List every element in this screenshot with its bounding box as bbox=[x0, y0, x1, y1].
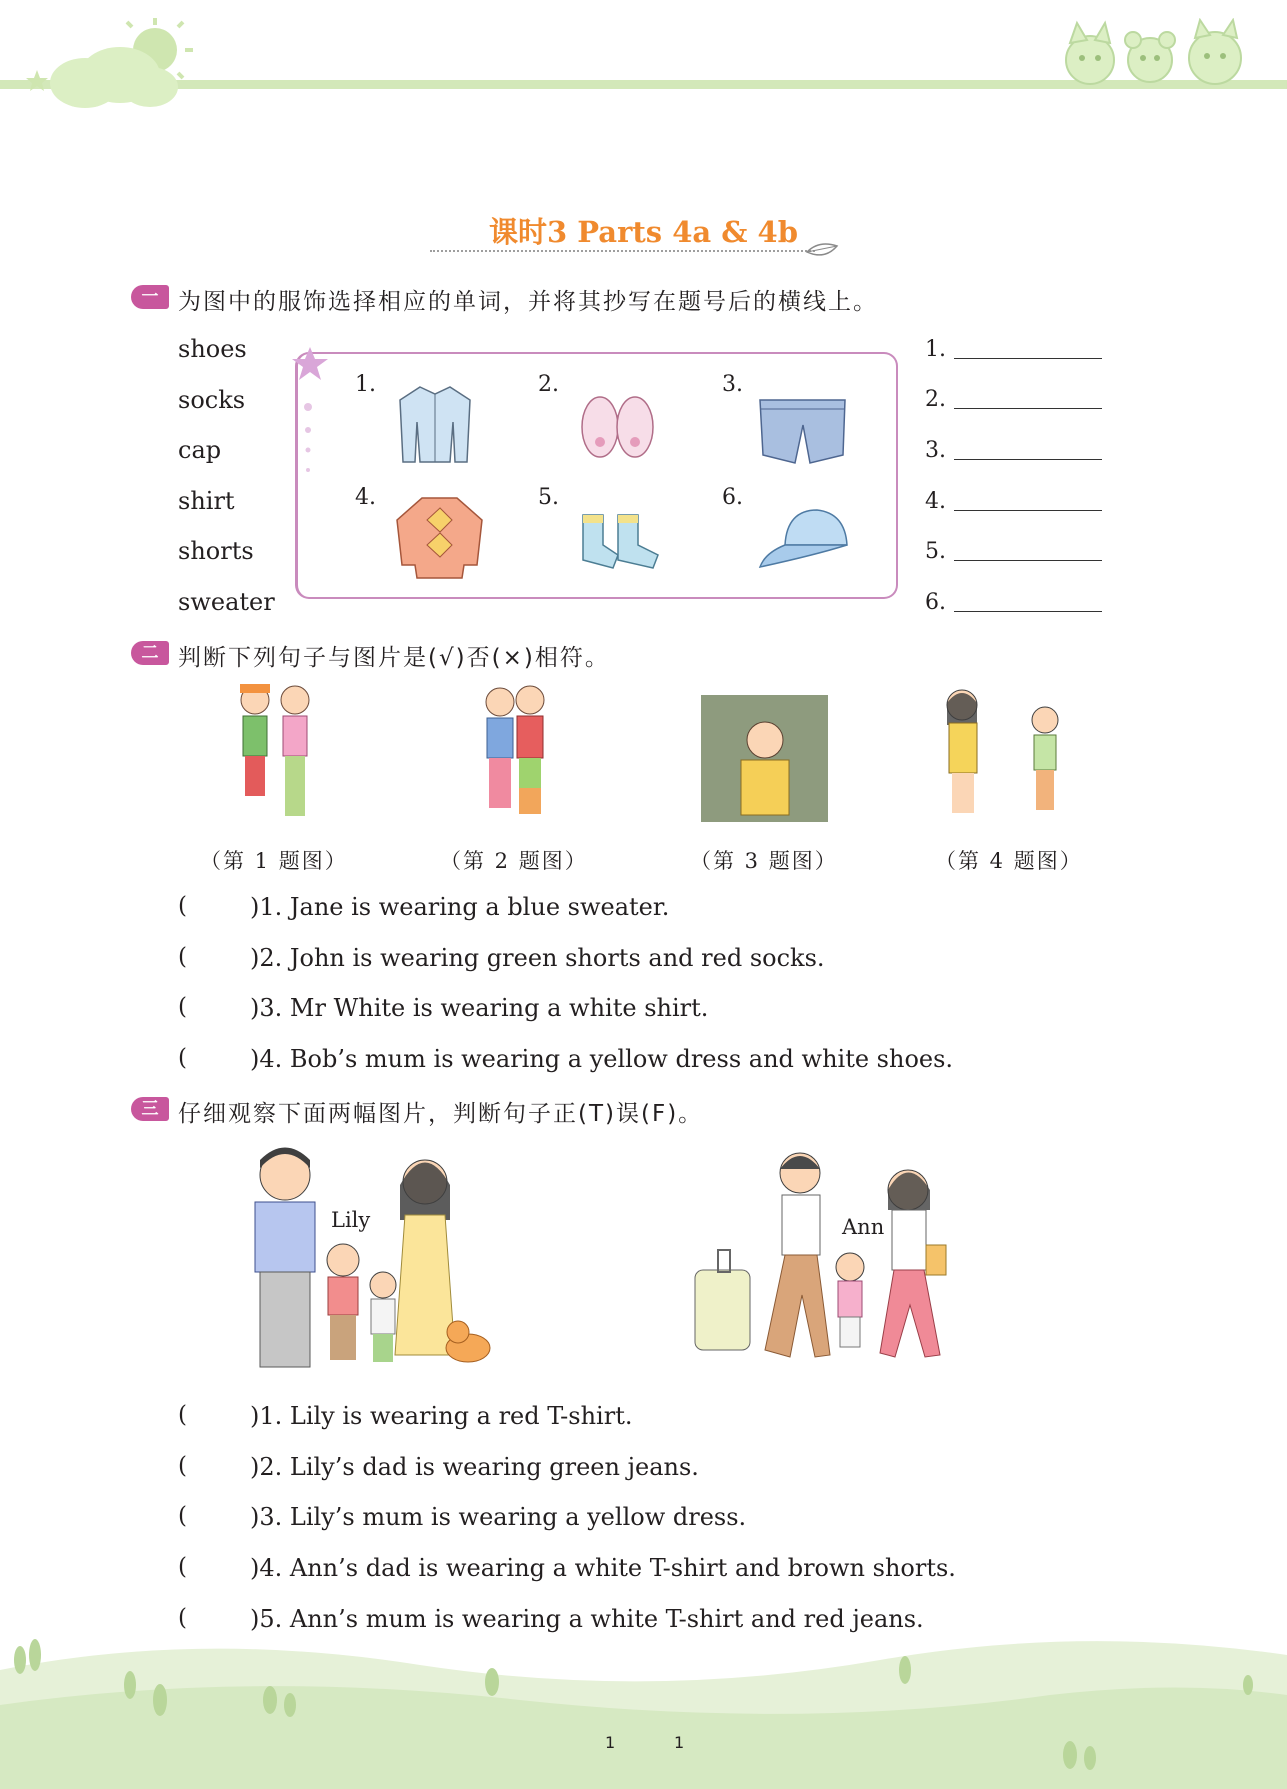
sweater-icon bbox=[392, 490, 487, 585]
sentence-s3-2: )2. Lily’s dad is wearing green jeans. bbox=[250, 1453, 699, 1481]
answer-paren-s2-3[interactable]: ( bbox=[178, 994, 187, 1020]
answer-paren-s3-1[interactable]: ( bbox=[178, 1402, 187, 1428]
item-num-4: 4. bbox=[355, 485, 376, 510]
sentence-s3-5: )5. Ann’s mum is wearing a white T-shirt and red jeans. bbox=[250, 1605, 924, 1633]
word-shirt: shirt bbox=[178, 487, 235, 515]
caption-picture-4: （第 4 题图） bbox=[935, 849, 1083, 873]
section-3-instruction: 仔细观察下面两幅图片，判断句子正(T)误(F)。 bbox=[178, 1101, 704, 1127]
word-socks: socks bbox=[178, 386, 246, 414]
title-underline bbox=[430, 250, 815, 252]
word-shorts: shorts bbox=[178, 537, 254, 565]
caption-picture-1: （第 1 题图） bbox=[200, 849, 348, 873]
blank-num-4: 4. bbox=[925, 489, 946, 514]
answer-paren-s2-2[interactable]: ( bbox=[178, 944, 187, 970]
answer-paren-s2-4[interactable]: ( bbox=[178, 1045, 187, 1071]
picture-1-kids-icon bbox=[225, 680, 325, 830]
picture-4-mum-boy-icon bbox=[935, 685, 1075, 825]
answer-paren-s3-2[interactable]: ( bbox=[178, 1453, 187, 1479]
sentence-s3-1: )1. Lily is wearing a red T-shirt. bbox=[250, 1402, 633, 1430]
blank-num-5: 5. bbox=[925, 539, 946, 564]
shorts-icon bbox=[755, 395, 850, 465]
word-sweater: sweater bbox=[178, 588, 275, 616]
sentence-s2-1: )1. Jane is wearing a blue sweater. bbox=[250, 893, 670, 921]
caption-picture-3: （第 3 题图） bbox=[690, 849, 838, 873]
item-num-6: 6. bbox=[722, 485, 743, 510]
sentence-s2-2: )2. John is wearing green shorts and red socks. bbox=[250, 944, 825, 972]
label-ann: Ann bbox=[842, 1215, 885, 1239]
answer-line-3[interactable] bbox=[954, 459, 1102, 460]
blank-num-3: 3. bbox=[925, 438, 946, 463]
item-num-5: 5. bbox=[538, 485, 559, 510]
socks-icon bbox=[573, 510, 673, 575]
answer-line-4[interactable] bbox=[954, 510, 1102, 511]
page-number-left: 1 bbox=[605, 1733, 616, 1752]
word-shoes: shoes bbox=[178, 335, 247, 363]
word-cap: cap bbox=[178, 436, 222, 464]
sentence-s2-3: )3. Mr White is wearing a white shirt. bbox=[250, 994, 709, 1022]
picture-2-kids-icon bbox=[465, 680, 565, 830]
answer-line-6[interactable] bbox=[954, 611, 1102, 612]
sun-cloud-icon bbox=[25, 15, 205, 115]
answer-paren-s3-5[interactable]: ( bbox=[178, 1605, 187, 1631]
blank-num-2: 2. bbox=[925, 387, 946, 412]
answer-line-5[interactable] bbox=[954, 560, 1102, 561]
item-num-2: 2. bbox=[538, 372, 559, 397]
title-container bbox=[0, 210, 1287, 251]
hills-background-icon bbox=[0, 1610, 1287, 1789]
sentence-s3-4: )4. Ann’s dad is wearing a white T-shirt and brown shorts. bbox=[250, 1554, 956, 1582]
shoes-icon bbox=[575, 382, 660, 462]
picture-3-teacher-icon bbox=[701, 695, 828, 822]
item-num-1: 1. bbox=[355, 372, 376, 397]
caption-picture-2: （第 2 题图） bbox=[440, 849, 588, 873]
section-badge-3: 三 bbox=[131, 1097, 169, 1121]
page-title: 课时3 Parts 4a & 4b bbox=[489, 215, 798, 249]
answer-line-2[interactable] bbox=[954, 408, 1102, 409]
cap-icon bbox=[755, 505, 855, 575]
item-num-3: 3. bbox=[722, 372, 743, 397]
shirt-icon bbox=[395, 382, 475, 467]
section-1-instruction: 为图中的服饰选择相应的单词，并将其抄写在题号后的横线上。 bbox=[178, 289, 878, 315]
section-2-instruction: 判断下列句子与图片是(√)否(×)相符。 bbox=[178, 645, 610, 671]
lily-family-picture-icon bbox=[240, 1140, 500, 1380]
star-decoration-icon bbox=[290, 345, 330, 495]
answer-paren-s2-1[interactable]: ( bbox=[178, 893, 187, 919]
answer-paren-s3-3[interactable]: ( bbox=[178, 1503, 187, 1529]
page-number-right: 1 bbox=[674, 1733, 685, 1752]
blank-num-1: 1. bbox=[925, 337, 946, 362]
answer-paren-s3-4[interactable]: ( bbox=[178, 1554, 187, 1580]
answer-line-1[interactable] bbox=[954, 358, 1102, 359]
sentence-s3-3: )3. Lily’s mum is wearing a yellow dress. bbox=[250, 1503, 747, 1531]
animal-faces-icon bbox=[1055, 18, 1255, 88]
section-badge-2: 二 bbox=[131, 641, 169, 665]
blank-num-6: 6. bbox=[925, 590, 946, 615]
ann-family-picture-icon bbox=[690, 1145, 960, 1370]
label-lily: Lily bbox=[331, 1208, 371, 1232]
sentence-s2-4: )4. Bob’s mum is wearing a yellow dress and white shoes. bbox=[250, 1045, 954, 1073]
section-badge-1: 一 bbox=[131, 285, 169, 309]
leaf-icon bbox=[803, 238, 843, 262]
